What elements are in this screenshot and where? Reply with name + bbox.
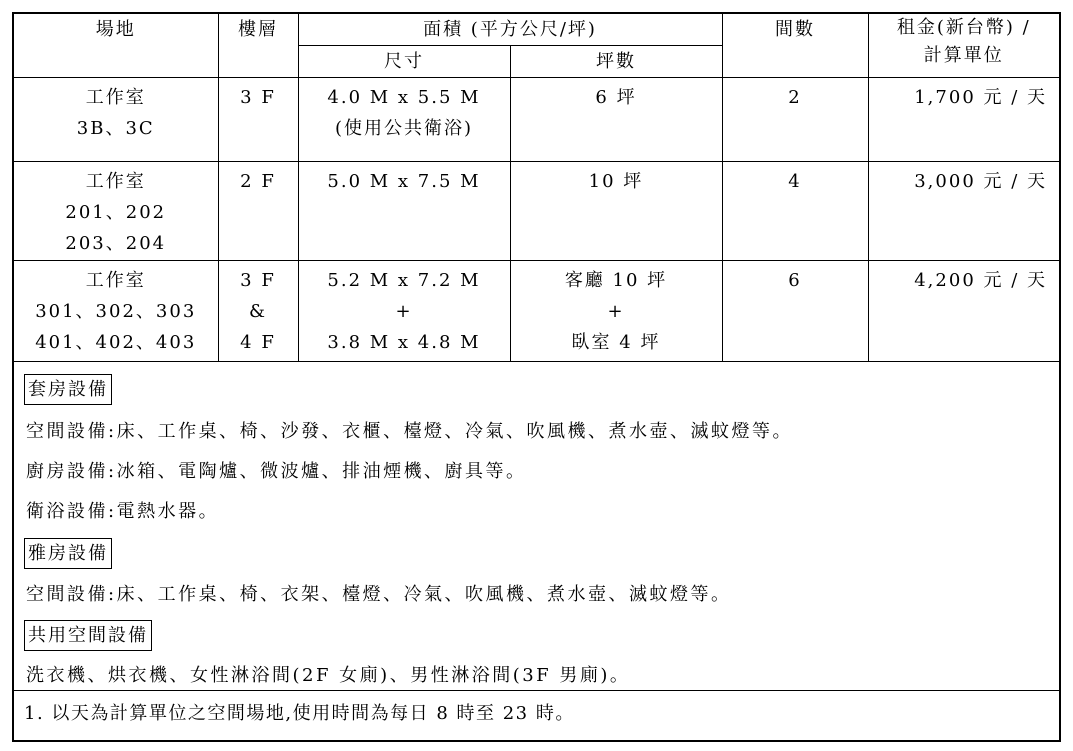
cell-ping bbox=[510, 162, 722, 261]
floor-line: & bbox=[248, 301, 268, 322]
header-rooms: 間數 bbox=[722, 14, 868, 78]
size-line: 3.8 M x 4.8 M bbox=[327, 332, 481, 353]
cell-rooms: 4 bbox=[722, 162, 868, 261]
ping-line: 10 坪 bbox=[588, 171, 644, 192]
venue-line: 201、202 bbox=[65, 202, 167, 223]
table-row bbox=[14, 261, 1059, 362]
venue-line: 3B、3C bbox=[76, 118, 155, 139]
shared-equipment-title: 共用空間設備 bbox=[24, 620, 152, 651]
size-line: 5.2 M x 7.2 M bbox=[327, 270, 481, 291]
size-line: 5.0 M x 7.5 M bbox=[327, 171, 481, 192]
header-rent bbox=[868, 14, 1059, 78]
cell-ping bbox=[510, 261, 722, 362]
cell-size bbox=[298, 261, 510, 362]
ping-line: 6 坪 bbox=[595, 87, 637, 108]
room-equipment-title: 雅房設備 bbox=[24, 538, 112, 569]
ping-line: 客廳 10 坪 bbox=[564, 270, 668, 291]
size-line: (使用公共衛浴) bbox=[334, 118, 474, 139]
table-row bbox=[14, 78, 1059, 162]
header-ping: 坪數 bbox=[510, 46, 722, 78]
header-size: 尺寸 bbox=[298, 46, 510, 78]
footnote-text: 1. 以天為計算單位之空間場地,使用時間為每日 8 時至 23 時。 bbox=[24, 703, 575, 724]
cell-rooms: 6 bbox=[722, 261, 868, 362]
room-equipment-line: 空間設備:床、工作桌、椅、衣架、檯燈、冷氣、吹風機、煮水壺、滅蚊燈等。 bbox=[26, 584, 732, 605]
shared-equipment-line: 洗衣機、烘衣機、女性淋浴間(2F 女廁)、男性淋浴間(3F 男廁)。 bbox=[26, 665, 631, 686]
rental-table bbox=[14, 14, 1059, 362]
cell-rent: 4,200 元 / 天 bbox=[868, 261, 1059, 362]
table-header-row bbox=[14, 14, 1059, 46]
cell-floor bbox=[218, 261, 298, 362]
header-rent-line2: 計算單位 bbox=[923, 45, 1004, 66]
header-rent-line1: 租金(新台幣) / bbox=[896, 17, 1031, 38]
table-row bbox=[14, 162, 1059, 261]
floor-line: 3 F bbox=[240, 270, 276, 291]
cell-size bbox=[298, 162, 510, 261]
cell-rent: 1,700 元 / 天 bbox=[868, 78, 1059, 162]
cell-size bbox=[298, 78, 510, 162]
floor-line: 3 F bbox=[240, 87, 276, 108]
footnote bbox=[14, 690, 1059, 743]
rental-document bbox=[12, 12, 1061, 742]
suite-equipment-line: 廚房設備:冰箱、電陶爐、微波爐、排油煙機、廚具等。 bbox=[26, 461, 527, 482]
suite-equipment-line: 空間設備:床、工作桌、椅、沙發、衣櫃、檯燈、冷氣、吹風機、煮水壺、滅蚊燈等。 bbox=[26, 421, 794, 442]
venue-line: 301、302、303 bbox=[35, 301, 197, 322]
floor-line: 2 F bbox=[240, 171, 276, 192]
ping-line: 臥室 4 坪 bbox=[571, 332, 661, 353]
ping-line: + bbox=[607, 301, 625, 322]
suite-equipment-title: 套房設備 bbox=[24, 374, 112, 405]
venue-line: 工作室 bbox=[85, 270, 146, 291]
cell-rooms: 2 bbox=[722, 78, 868, 162]
cell-rent: 3,000 元 / 天 bbox=[868, 162, 1059, 261]
venue-line: 401、402、403 bbox=[35, 332, 197, 353]
floor-line: 4 F bbox=[240, 332, 276, 353]
suite-equipment-line: 衛浴設備:電熱水器。 bbox=[26, 501, 220, 522]
venue-line: 工作室 bbox=[85, 171, 146, 192]
header-venue: 場地 bbox=[14, 14, 218, 78]
cell-ping bbox=[510, 78, 722, 162]
header-floor: 樓層 bbox=[218, 14, 298, 78]
venue-line: 203、204 bbox=[65, 233, 167, 254]
cell-floor bbox=[218, 78, 298, 162]
venue-line: 工作室 bbox=[85, 87, 146, 108]
header-area: 面積 (平方公尺/坪) bbox=[298, 14, 722, 46]
size-line: 4.0 M x 5.5 M bbox=[327, 87, 481, 108]
size-line: + bbox=[395, 301, 413, 322]
cell-venue bbox=[14, 78, 218, 162]
cell-venue bbox=[14, 162, 218, 261]
cell-venue bbox=[14, 261, 218, 362]
cell-floor bbox=[218, 162, 298, 261]
